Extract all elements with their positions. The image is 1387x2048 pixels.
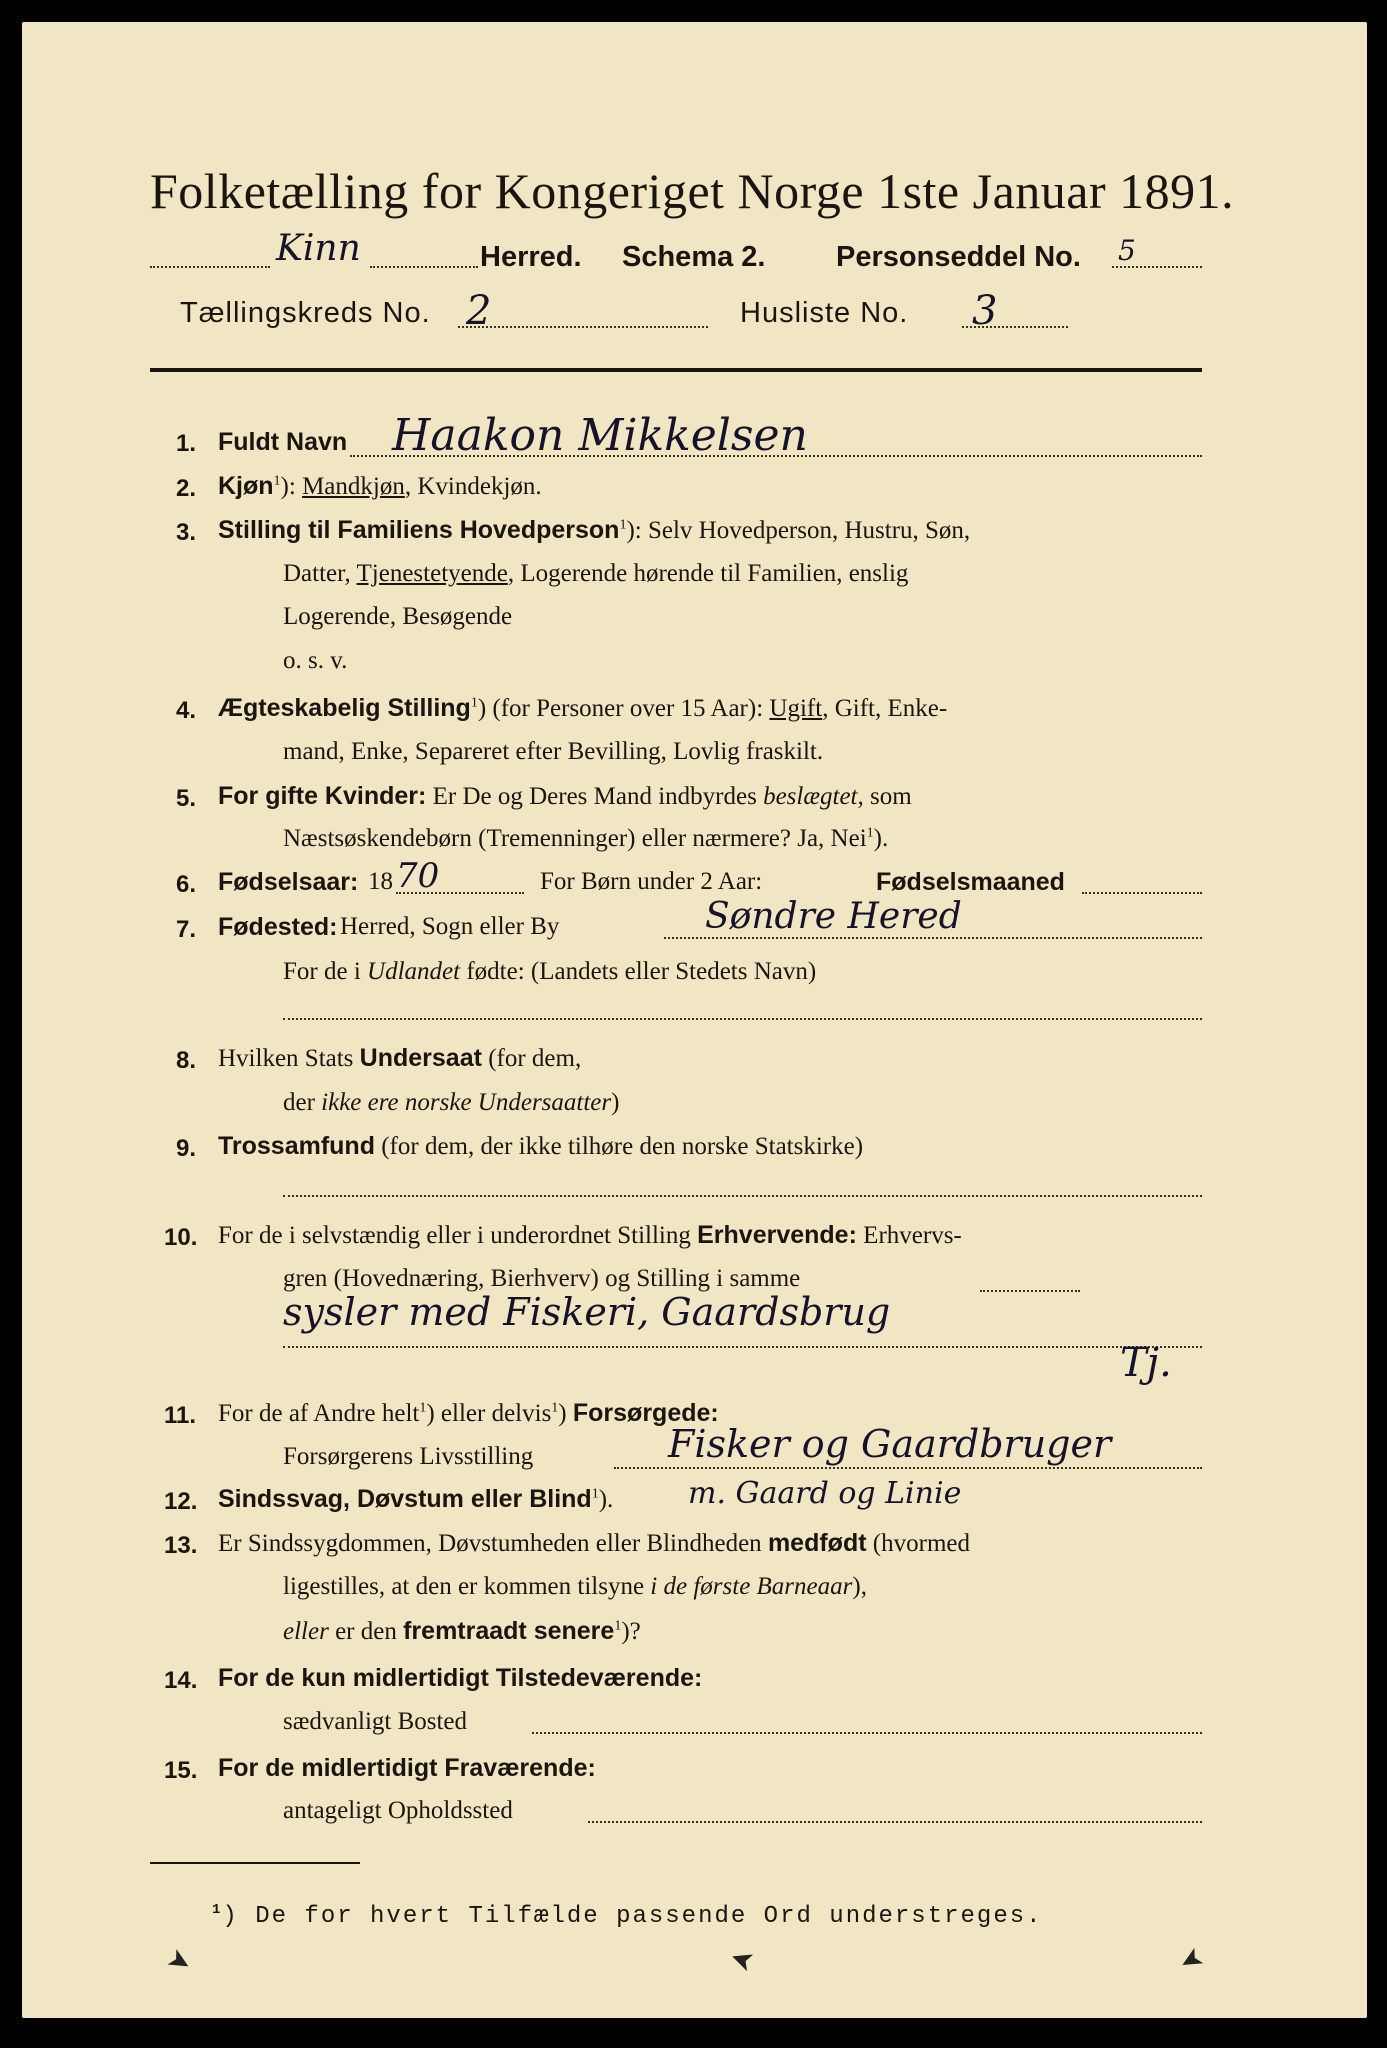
q5-line2-text: Næstsøskendebørn (Tremenninger) eller nærmere? Ja, Nei — [283, 825, 867, 852]
q11-line1b: ) eller delvis — [426, 1400, 552, 1427]
q8-line1a: Hvilken Stats — [218, 1045, 360, 1072]
q2-option-mandkjon: Mandkjøn — [302, 473, 405, 500]
registration-mark-center-icon: ➤ — [725, 1940, 759, 1981]
q15-fill-line — [588, 1821, 1202, 1823]
q4-line2: mand, Enke, Separeret efter Bevilling, Lovlig fraskilt. — [283, 738, 824, 765]
q12-sup: 1 — [591, 1486, 599, 1502]
q5-line1 — [218, 782, 912, 811]
herred-label: Herred. — [480, 241, 582, 273]
q3-line1-text: ): Selv Hovedperson, Hustru, Søn, — [626, 517, 971, 544]
q10-label: Erhvervende: — [697, 1221, 857, 1249]
q3-line1 — [218, 516, 970, 545]
q3-sup: 1 — [619, 517, 627, 533]
q4-line1a: ) (for Personer over 15 Aar): — [477, 695, 770, 722]
q9-label: Trossamfund — [218, 1132, 375, 1160]
q13-line2a: ligestilles, at den er kommen tilsyne — [283, 1573, 651, 1600]
q1-label: Fuldt Navn — [218, 428, 348, 456]
footnote-text: ) De for hvert Tilfælde passende Ord understreges. — [222, 1903, 1043, 1930]
q3-label: Stilling til Familiens Hovedperson — [218, 516, 620, 544]
registration-mark-right-icon: ➤ — [1173, 1940, 1211, 1981]
q8-line2i: ikke ere norske Undersaatter — [321, 1089, 612, 1116]
q15-line2: antageligt Opholdssted — [283, 1797, 513, 1824]
q11-number: 11. — [164, 1402, 197, 1429]
q13-line3a: er den — [328, 1618, 404, 1645]
q8-label: Undersaat — [359, 1044, 482, 1072]
q5-sup: 1 — [866, 825, 874, 841]
q14-fill-line — [532, 1732, 1202, 1734]
q13-number: 13. — [164, 1532, 198, 1559]
q7-line1: Herred, Sogn eller By — [340, 913, 560, 940]
q8-line2a: der — [283, 1089, 322, 1116]
q7-answer: Søndre Hered — [705, 896, 962, 937]
q10-line1c: Erhvervs- — [856, 1222, 962, 1249]
q11-line2: Forsørgerens Livsstilling — [283, 1443, 534, 1470]
q13-line2b: ), — [852, 1573, 867, 1600]
q11-line1c: ) — [558, 1400, 573, 1427]
q3-line4: o. s. v. — [283, 647, 348, 674]
q6-number: 6. — [176, 871, 197, 898]
header-divider — [150, 368, 1202, 372]
q5-label: For gifte Kvinder: — [218, 782, 427, 810]
q6-mid: For Børn under 2 Aar: — [540, 868, 763, 895]
footnote-divider — [150, 1862, 360, 1864]
q6-fill-line — [396, 892, 524, 894]
q14-line1: For de kun midlertidigt Tilstedeværende: — [218, 1664, 703, 1692]
q5-line2-end: ). — [873, 825, 889, 852]
q2-label: Kjøn — [218, 472, 274, 500]
q8-line2 — [283, 1089, 619, 1117]
q6-prefix: 18 — [368, 868, 393, 895]
q10-line1 — [218, 1221, 962, 1250]
q12-number: 12. — [164, 1488, 198, 1515]
q14-line2: sædvanligt Bosted — [283, 1708, 468, 1735]
kreds-label: Tællingskreds No. — [180, 297, 431, 329]
q7-foreign-fill-line — [283, 1018, 1202, 1020]
q13-line2i: i de første Barneaar — [650, 1573, 853, 1600]
q2-text: ): — [280, 473, 303, 500]
q4-line1 — [218, 694, 947, 723]
q7-label: Fødested: — [218, 913, 338, 941]
q5-number: 5. — [176, 785, 197, 812]
q4-sup: 1 — [470, 695, 478, 711]
q3-line2a: Datter, — [283, 560, 357, 587]
registration-mark-left-icon: ➤ — [161, 1940, 199, 1981]
q5-line1i: beslægtet, — [763, 783, 864, 810]
q12-end: ). — [598, 1486, 614, 1513]
q13-line1c: (hvormed — [866, 1530, 970, 1557]
q14-number: 14. — [164, 1667, 198, 1694]
q15-line1: For de midlertidigt Fraværende: — [218, 1754, 596, 1782]
q3-option-tjenestetyende: Tjenestetyende — [356, 560, 508, 587]
herred-fill-line — [150, 266, 270, 268]
personseddel-value: 5 — [1118, 234, 1136, 267]
husliste-value: 3 — [972, 288, 998, 334]
q13-sup: 1 — [614, 1618, 622, 1634]
q7-line2 — [283, 958, 816, 986]
q1-fill-line — [350, 455, 1202, 457]
q13-line3b: fremtraadt senere — [403, 1617, 615, 1645]
q12-line1 — [218, 1485, 613, 1514]
q9-line1-text: (for dem, der ikke tilhøre den norske Statskirke) — [374, 1133, 864, 1160]
q2-line — [218, 472, 542, 501]
q10-line2: gren (Hovednæring, Bierhverv) og Stilling i samme — [283, 1265, 801, 1292]
herred-value: Kinn — [276, 228, 361, 269]
q10-fill-line — [980, 1290, 1080, 1292]
q1-number: 1. — [176, 430, 197, 457]
q13-label: medfødt — [767, 1529, 867, 1557]
q8-line1 — [218, 1044, 581, 1073]
q3-line2 — [283, 560, 908, 588]
q6-label2: Fødselsmaaned — [876, 868, 1065, 896]
q11-label: Forsørgede: — [572, 1399, 719, 1427]
q7-fill-line — [664, 937, 1202, 939]
q11-answer: Fisker og Gaardbruger — [668, 1422, 1112, 1466]
q8-line2b: ) — [611, 1089, 620, 1116]
q12-label: Sindssvag, Døvstum eller Blind — [218, 1485, 592, 1513]
q5-line1a: Er De og Deres Mand indbyrdes — [426, 783, 764, 810]
q13-line2 — [283, 1573, 867, 1601]
q4-number: 4. — [176, 697, 197, 724]
herred-fill-line-2 — [370, 266, 478, 268]
q11-sup-a: 1 — [419, 1400, 427, 1416]
husliste-fill-line — [962, 326, 1068, 328]
q6-answer: 70 — [396, 856, 440, 896]
footnote-sup: 1 — [212, 1902, 223, 1918]
q11-line1 — [218, 1399, 719, 1428]
q10-number: 10. — [164, 1224, 198, 1251]
q7-line2i: Udlandet — [367, 958, 461, 985]
q11-sup-b: 1 — [551, 1400, 559, 1416]
form-title: Folketælling for Kongeriget Norge 1ste Januar 1891. — [150, 163, 1235, 219]
kreds-value: 2 — [466, 288, 492, 334]
q10-answer-line — [283, 1346, 1202, 1348]
q2-sup: 1 — [273, 473, 281, 489]
q4-line1b: , Gift, Enke- — [822, 695, 948, 722]
personseddel-fill-line — [1112, 266, 1202, 268]
q4-label: Ægteskabelig Stilling — [218, 694, 471, 722]
husliste-label: Husliste No. — [740, 297, 909, 329]
q2-number: 2. — [176, 475, 197, 502]
personseddel-label: Personseddel No. — [836, 241, 1081, 273]
q9-line1 — [218, 1132, 863, 1161]
q11-line1a: For de af Andre helt — [218, 1400, 420, 1427]
q6-month-fill-line — [1082, 892, 1202, 894]
q12-answer: m. Gaard og Linie — [688, 1476, 962, 1511]
q15-number: 15. — [164, 1757, 198, 1784]
q13-line3 — [283, 1617, 641, 1646]
q13-line1a: Er Sindssygdommen, Døvstumheden eller Blindheden — [218, 1530, 768, 1557]
schema-label: Schema 2. — [622, 241, 766, 273]
q5-line2 — [283, 825, 888, 853]
q11-fill-line — [614, 1467, 1202, 1469]
q5-line1b: som — [863, 783, 912, 810]
q1-answer: Haakon Mikkelsen — [392, 410, 808, 461]
q3-line2b: , Logerende hørende til Familien, enslig — [507, 560, 909, 587]
q4-option-ugift: Ugift — [769, 695, 823, 722]
q3-line3: Logerende, Besøgende — [283, 603, 513, 630]
q9-fill-line — [283, 1195, 1202, 1197]
q8-line1c: (for dem, — [481, 1045, 582, 1072]
q2-option-kvindekjon: , Kvindekjøn. — [404, 473, 542, 500]
kreds-fill-line — [458, 326, 708, 328]
q7-number: 7. — [176, 916, 197, 943]
q8-number: 8. — [176, 1047, 197, 1074]
q13-line1 — [218, 1529, 970, 1558]
q10-line1a: For de i selvstændig eller i underordnet Stilling — [218, 1222, 698, 1249]
q6-label: Fødselsaar: — [218, 868, 359, 896]
q3-number: 3. — [176, 519, 197, 546]
q10-mark: Tj. — [1120, 1340, 1172, 1386]
footnote — [212, 1902, 1043, 1930]
q9-number: 9. — [176, 1135, 197, 1162]
q13-line3i: eller — [283, 1618, 329, 1645]
q10-answer: sysler med Fiskeri, Gaardsbrug — [283, 1290, 891, 1334]
q7-line2b: fødte: (Landets eller Stedets Navn) — [460, 958, 817, 985]
q7-line2a: For de i — [283, 958, 368, 985]
q13-line3c: )? — [621, 1618, 641, 1645]
